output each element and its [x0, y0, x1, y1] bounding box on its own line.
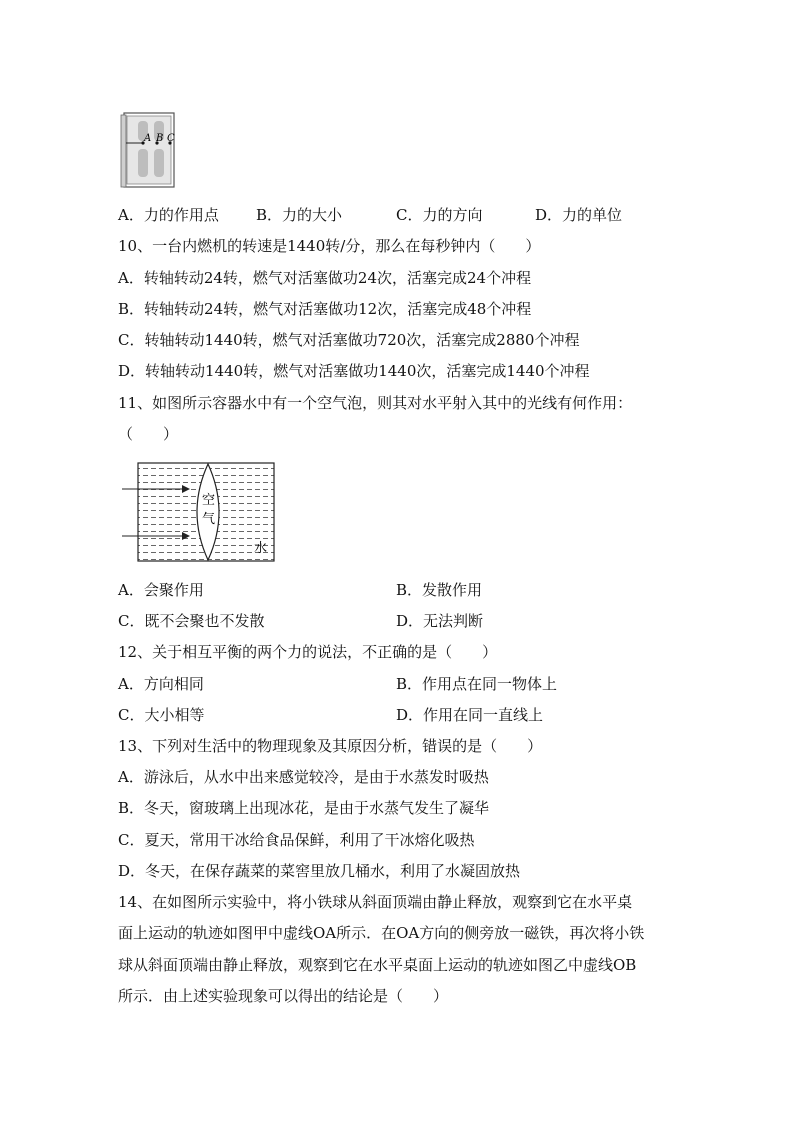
q13-stem: 13、下列对生活中的物理现象及其原因分析，错误的是（ ）	[118, 737, 543, 755]
q11-option-a: A．会聚作用	[118, 581, 204, 599]
label-c: C	[167, 133, 175, 144]
q10-option-b: B．转轴转动24转，燃气对活塞做功12次，活塞完成48个冲程	[118, 300, 532, 318]
q14-line-3: 球从斜面顶端由静止释放，观察到它在水平桌面上运动的轨迹如图乙中虚线OB	[118, 956, 637, 974]
q12-option-a: A．方向相同	[118, 675, 204, 693]
q11-stem-paren: （ ）	[118, 425, 179, 443]
q10-option-a: A．转轴转动24转，燃气对活塞做功24次，活塞完成24个冲程	[118, 269, 532, 287]
label-a: A	[144, 133, 152, 144]
q9-option-c: C．力的方向	[396, 206, 483, 224]
q12-stem: 12、关于相互平衡的两个力的说法，不正确的是（ ）	[118, 643, 498, 661]
q12-option-c: C．大小相等	[118, 706, 205, 724]
q13-option-d: D．冬天，在保存蔬菜的菜窖里放几桶水，利用了水凝固放热	[118, 862, 521, 880]
q10-option-d: D．转轴转动1440转，燃气对活塞做功1440次，活塞完成1440个冲程	[118, 362, 590, 380]
label-b: B	[156, 133, 164, 144]
air-label-1: 空	[202, 493, 216, 508]
q12-option-b: B．作用点在同一物体上	[396, 675, 558, 693]
q11-option-d: D．无法判断	[396, 612, 484, 630]
q13-option-c: C．夏天，常用干冰给食品保鲜，利用了干冰熔化吸热	[118, 831, 475, 849]
q13-option-a: A．游泳后，从水中出来感觉较冷，是由于水蒸发时吸热	[118, 768, 489, 786]
water-tank-figure	[118, 458, 280, 566]
water-label: 水	[254, 541, 268, 556]
q9-option-d: D．力的单位	[535, 206, 623, 224]
q11-stem: 11、如图所示容器水中有一个空气泡，则其对水平射入其中的光线有何作用：	[118, 394, 633, 412]
q13-option-b: B．冬天，窗玻璃上出现冰花，是由于水蒸气发生了凝华	[118, 799, 490, 817]
air-label-2: 气	[202, 512, 216, 527]
q10-option-c: C．转轴转动1440转，燃气对活塞做功720次，活塞完成2880个冲程	[118, 331, 580, 349]
q11-option-b: B．发散作用	[396, 581, 483, 599]
q11-option-c: C．既不会聚也不发散	[118, 612, 265, 630]
door-figure	[118, 103, 188, 193]
q9-option-b: B．力的大小	[256, 206, 343, 224]
q12-option-d: D．作用在同一直线上	[396, 706, 544, 724]
q14-line-4: 所示．由上述实验现象可以得出的结论是（ ）	[118, 987, 449, 1005]
q9-option-a: A．力的作用点	[118, 206, 219, 224]
q10-stem: 10、一台内燃机的转速是1440转/分，那么在每秒钟内（ ）	[118, 237, 541, 255]
q14-line-2: 面上运动的轨迹如图甲中虚线OA所示．在OA方向的侧旁放一磁铁，再次将小铁	[118, 924, 645, 942]
q14-line-1: 14、在如图所示实验中，将小铁球从斜面顶端由静止释放，观察到它在水平桌	[118, 893, 633, 911]
